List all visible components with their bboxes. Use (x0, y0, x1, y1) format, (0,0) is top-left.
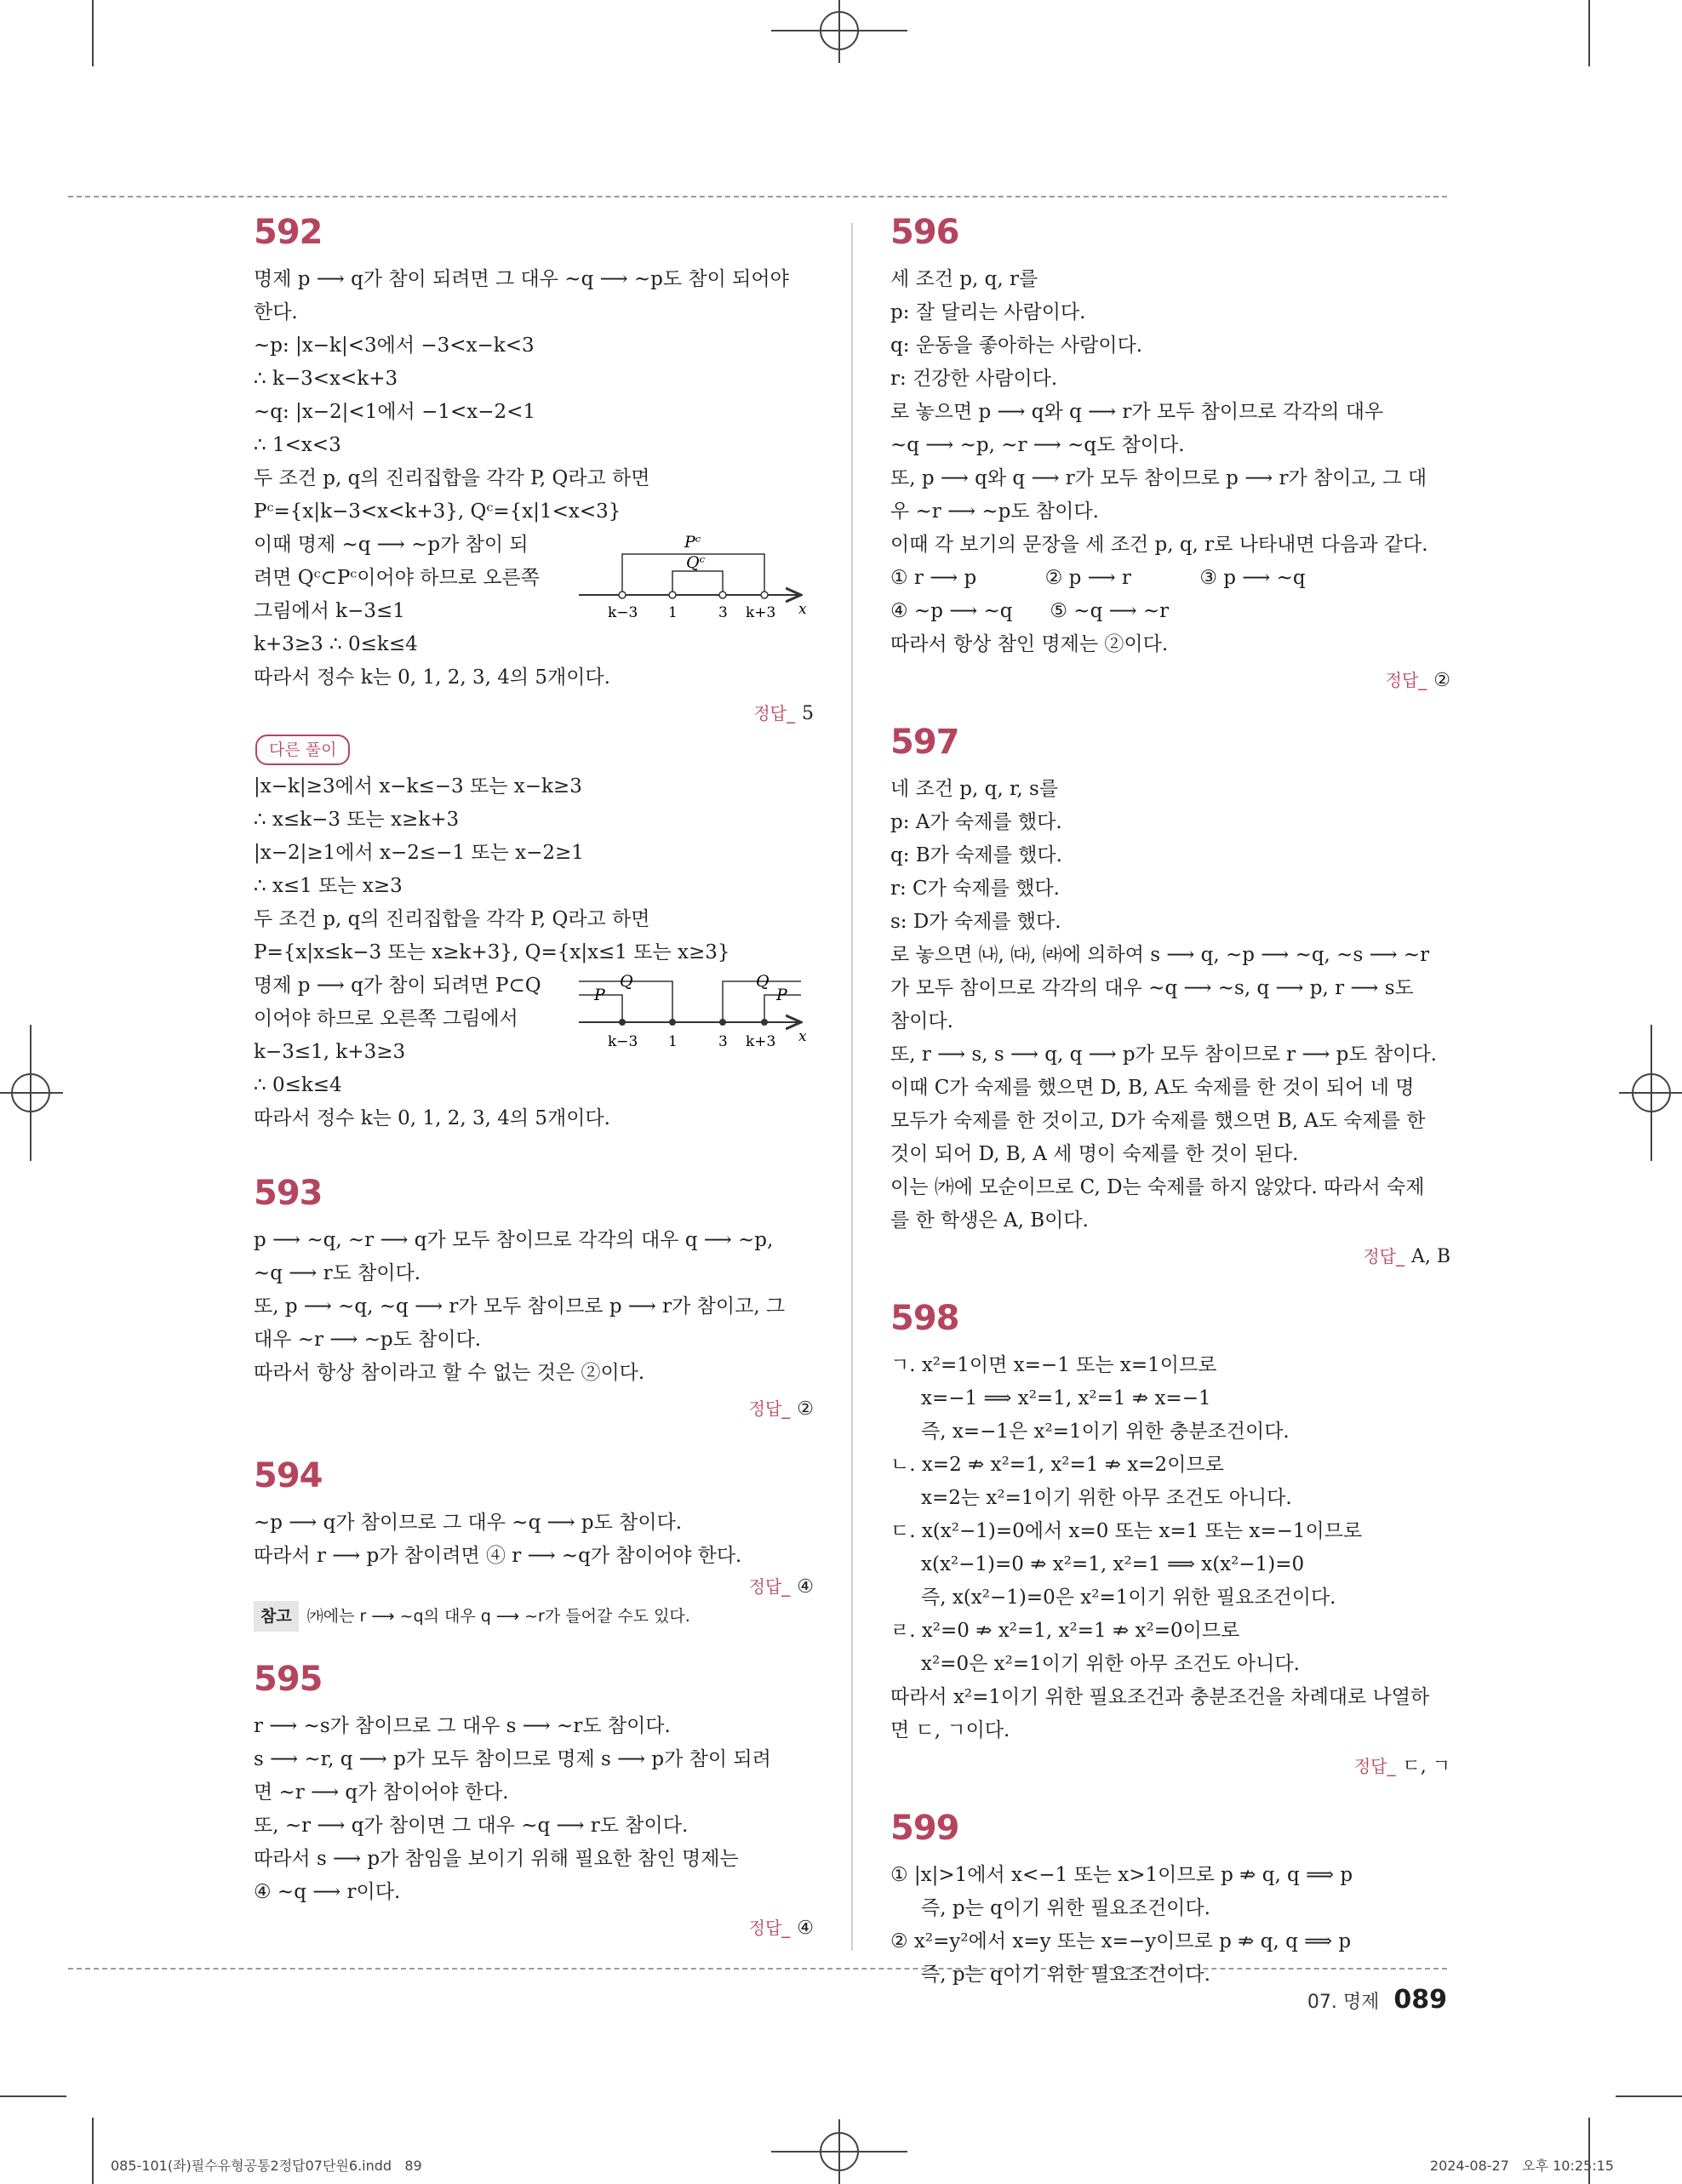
text-line: 이때 각 보기의 문장을 세 조건 p, q, r로 나타내면 다음과 같다. (890, 534, 1428, 556)
answer-value: 5 (802, 703, 814, 724)
text-line: 따라서 s ⟶ p가 참임을 보이기 위해 필요한 참인 명제는 (254, 1848, 739, 1870)
problem-593 (254, 1169, 814, 1428)
problem-598 (890, 1295, 1450, 1786)
text-line: 명제 p ⟶ q가 참이 되려면 그 대우 ~q ⟶ ~p도 참이 되어야 (254, 268, 789, 290)
print-timestamp: 2024-08-27 오후 10:25:15 (1429, 2158, 1614, 2174)
problem-number: 596 (890, 213, 959, 252)
text-line: 따라서 항상 참인 명제는 ②이다. (890, 633, 1169, 655)
problem-number: 593 (254, 1174, 323, 1213)
column-divider (851, 223, 853, 1951)
text-line: ㄴ. x=2 ⇏ x²=1, x²=1 ⇏ x=2이므로 (890, 1454, 1224, 1476)
crop-mark (1616, 2095, 1682, 2097)
text-line: ① r ⟶ p ② p ⟶ r ③ p ⟶ ~q (890, 567, 1306, 589)
number-line-figure (575, 969, 814, 1069)
text-line: 이때 C가 숙제를 했으면 D, B, A도 숙제를 한 것이 되어 네 명 (890, 1077, 1415, 1099)
text-line: x=2는 x²=1이기 위한 아무 조건도 아니다. (921, 1487, 1292, 1509)
set-label: P (776, 986, 787, 1004)
page-footer (1307, 1983, 1447, 2020)
text-line: x(x²−1)=0 ⇏ x²=1, x²=1 ⟹ x(x²−1)=0 (921, 1553, 1305, 1575)
text-line: 따라서 항상 참이라고 할 수 없는 것은 ②이다. (254, 1362, 645, 1384)
text-line: 로 놓으면 p ⟶ q와 q ⟶ r가 모두 참이므로 각각의 대우 (890, 401, 1384, 423)
crop-mark (92, 0, 94, 66)
alternative-solution-592 (254, 733, 814, 1135)
text-line: 그림에서 k−3≤1 (254, 600, 405, 622)
text-line: 즉, p는 q이기 위한 필요조건이다. (921, 1964, 1210, 1986)
text-with-figure (254, 969, 814, 1069)
answer-value: ② (1433, 670, 1450, 691)
number-line-figure (575, 529, 814, 628)
problem-number: 599 (890, 1809, 959, 1848)
tick-label: 3 (718, 604, 728, 621)
answer (254, 1909, 814, 1947)
text-line: ~p: |x−k|<3에서 −3<x−k<3 (254, 334, 535, 357)
text-line: ∴ 1<x<3 (254, 434, 341, 456)
text-line: 즉, p는 q이기 위한 필요조건이다. (921, 1897, 1210, 1919)
set-label: P (594, 986, 605, 1004)
text-line: ∴ 0≤k≤4 (254, 1074, 342, 1096)
text-line: 세 조건 p, q, r를 (890, 268, 1038, 290)
text-line: r ⟶ ~s가 참이므로 그 대우 s ⟶ ~r도 참이다. (254, 1715, 671, 1737)
text-line: ~q: |x−2|<1에서 −1<x−2<1 (254, 401, 536, 423)
answer-label: 정답_ (748, 1398, 791, 1419)
text-line: 따라서 정수 k는 0, 1, 2, 3, 4의 5개이다. (254, 666, 610, 689)
text-line: 또, r ⟶ s, s ⟶ q, q ⟶ p가 모두 참이므로 r ⟶ p도 참이다. (890, 1043, 1437, 1066)
answer-value: A, B (1410, 1246, 1450, 1267)
tick-label: k−3 (608, 604, 638, 621)
text-line: ∴ k−3<x<k+3 (254, 368, 398, 390)
text-line: ~p ⟶ q가 참이므로 그 대우 ~q ⟶ p도 참이다. (254, 1512, 683, 1534)
problem-599 (890, 1804, 1450, 1992)
text-line: 가 모두 참이므로 각각의 대우 ~q ⟶ ~s, q ⟶ p, r ⟶ s도 (890, 977, 1414, 999)
text-line: 려면 Qᶜ⊂Pᶜ이어야 하므로 오른쪽 (254, 567, 540, 589)
answer-label: 정답_ (748, 1918, 791, 1938)
answer (254, 1573, 814, 1601)
text-line: 즉, x(x²−1)=0은 x²=1이기 위한 필요조건이다. (921, 1587, 1336, 1609)
text-line: ∴ x≤k−3 또는 x≥k+3 (254, 809, 460, 831)
answer-value: ④ (797, 1918, 814, 1939)
set-label: Qᶜ (686, 553, 706, 572)
tick-label: 1 (668, 1033, 678, 1050)
text-line: ④ ~p ⟶ ~q ⑤ ~q ⟶ ~r (890, 600, 1170, 622)
set-label: Pᶜ (684, 533, 701, 552)
answer-label: 정답_ (753, 703, 795, 723)
text-line: 모두가 숙제를 한 것이고, D가 숙제를 했으면 B, A도 숙제를 한 (890, 1110, 1426, 1132)
answer-label: 정답_ (748, 1576, 791, 1597)
text-line: 이어야 하므로 오른쪽 그림에서 (254, 1008, 518, 1030)
answer-label: 정답_ (1353, 1756, 1396, 1776)
text-line: 네 조건 p, q, r, s를 (890, 778, 1059, 800)
text-with-figure (254, 529, 814, 628)
text-line: k−3≤1, k+3≥3 (254, 1041, 406, 1063)
registration-mark-bottom (771, 2119, 907, 2184)
print-file-name: 085-101(좌)필수유형공통2정답07단원6.indd 89 (111, 2158, 422, 2174)
text-line: Pᶜ={x|k−3<x<k+3}, Qᶜ={x|1<x<3} (254, 500, 621, 523)
set-label: Q (620, 972, 633, 991)
registration-mark-left (0, 1025, 63, 1161)
tick-label: k+3 (746, 604, 776, 621)
text-line: 우 ~r ⟶ ~p도 참이다. (890, 500, 1099, 523)
tick-label: 1 (668, 604, 678, 621)
registration-mark-right (1619, 1025, 1682, 1161)
text-line: 두 조건 p, q의 진리집합을 각각 P, Q라고 하면 (254, 908, 650, 930)
text-line: ~q ⟶ r도 참이다. (254, 1262, 421, 1284)
set-label: Q (756, 972, 769, 991)
text-line: p ⟶ ~q, ~r ⟶ q가 모두 참이므로 각각의 대우 q ⟶ ~p, (254, 1229, 774, 1251)
text-line: x²=0은 x²=1이기 위한 아무 조건도 아니다. (921, 1653, 1300, 1675)
answer-value: ㄷ, ㄱ (1402, 1756, 1450, 1777)
left-column (254, 209, 814, 1947)
text-line: P={x|x≤k−3 또는 x≥k+3}, Q={x|x≤1 또는 x≥3} (254, 941, 730, 963)
problem-594 (254, 1452, 814, 1632)
text-line: 또, p ⟶ ~q, ~q ⟶ r가 모두 참이므로 p ⟶ r가 참이고, 그 (254, 1295, 786, 1318)
problem-number: 598 (890, 1299, 959, 1338)
text-line: 면 ㄷ, ㄱ이다. (890, 1719, 1010, 1741)
text-line: 이는 ㈎에 모순이므로 C, D는 숙제를 하지 않았다. 따라서 숙제 (890, 1176, 1425, 1198)
tick-label: x (798, 601, 807, 618)
text-line: s ⟶ ~r, q ⟶ p가 모두 참이므로 명제 s ⟶ p가 참이 되려 (254, 1748, 771, 1770)
text-line: ㄷ. x(x²−1)=0에서 x=0 또는 x=1 또는 x=−1이므로 (890, 1520, 1363, 1542)
reference-note (254, 1601, 814, 1632)
text-line: ① |x|>1에서 x<−1 또는 x>1이므로 p ⇏ q, q ⟹ p (890, 1864, 1353, 1886)
text-line: s: D가 숙제를 했다. (890, 911, 1061, 933)
text-line: 로 놓으면 ㈏, ㈐, ㈑에 의하여 s ⟶ q, ~p ⟶ ~q, ~s ⟶ ~r (890, 944, 1430, 966)
text-line: 면 ~r ⟶ q가 참이어야 한다. (254, 1781, 509, 1804)
text-line: p: 잘 달리는 사람이다. (890, 301, 1086, 323)
crop-mark (92, 2118, 94, 2184)
text-line: ㄹ. x²=0 ⇏ x²=1, x²=1 ⇏ x²=0이므로 (890, 1620, 1240, 1642)
text-line: q: B가 숙제를 했다. (890, 844, 1062, 866)
text-line: 를 한 학생은 A, B이다. (890, 1209, 1089, 1232)
answer (890, 1747, 1450, 1786)
answer-label: 정답_ (1385, 670, 1427, 690)
text-line: 대우 ~r ⟶ ~p도 참이다. (254, 1329, 482, 1351)
text-line: 따라서 x²=1이기 위한 필요조건과 충분조건을 차례대로 나열하 (890, 1686, 1430, 1708)
tick-label: x (798, 1028, 807, 1045)
text-line: 따라서 정수 k는 0, 1, 2, 3, 4의 5개이다. (254, 1107, 610, 1129)
text-line: 두 조건 p, q의 진리집합을 각각 P, Q라고 하면 (254, 467, 650, 489)
problem-595 (254, 1655, 814, 1947)
answer (890, 1238, 1450, 1276)
tick-label: k−3 (608, 1033, 638, 1050)
note-text: ㈎에는 r ⟶ ~q의 대우 q ⟶ ~r가 들어갈 수도 있다. (306, 1607, 690, 1626)
crop-mark (0, 2095, 66, 2097)
text-line: q: 운동을 좋아하는 사람이다. (890, 334, 1143, 357)
answer (254, 695, 814, 733)
text-line: x=−1 ⟹ x²=1, x²=1 ⇏ x=−1 (921, 1387, 1211, 1409)
text-line: 또, p ⟶ q와 q ⟶ r가 모두 참이므로 p ⟶ r가 참이고, 그 대 (890, 467, 1427, 489)
problem-number: 592 (254, 213, 323, 252)
tick-label: 3 (718, 1033, 728, 1050)
text-line: r: 건강한 사람이다. (890, 368, 1058, 390)
alt-solution-badge: 다른 풀이 (255, 735, 350, 765)
problem-number: 594 (254, 1456, 323, 1495)
text-line: r: C가 숙제를 했다. (890, 878, 1060, 900)
text-line: ㄱ. x²=1이면 x=−1 또는 x=1이므로 (890, 1354, 1217, 1376)
text-line: 것이 되어 D, B, A 세 명이 숙제를 한 것이 된다. (890, 1143, 1299, 1165)
text-line: 한다. (254, 301, 298, 323)
answer (890, 661, 1450, 700)
problem-number: 595 (254, 1660, 323, 1699)
page-number: 089 (1393, 1985, 1447, 2015)
text-line: p: A가 숙제를 했다. (890, 811, 1062, 833)
text-line: |x−2|≥1에서 x−2≤−1 또는 x−2≥1 (254, 842, 584, 864)
text-line: 참이다. (890, 1010, 953, 1032)
text-line: k+3≥3 ∴ 0≤k≤4 (254, 633, 418, 655)
problem-597 (890, 718, 1450, 1276)
text-line: ∴ x≤1 또는 x≥3 (254, 875, 403, 897)
right-column (890, 209, 1450, 1992)
answer-value: ④ (797, 1576, 814, 1598)
note-tag: 참고 (254, 1601, 299, 1632)
text-line: 또, ~r ⟶ q가 참이면 그 대우 ~q ⟶ r도 참이다. (254, 1815, 689, 1837)
text-line: ② x²=y²에서 x=y 또는 x=−y이므로 p ⇏ q, q ⟹ p (890, 1930, 1352, 1952)
text-line: 명제 p ⟶ q가 참이 되려면 P⊂Q (254, 975, 541, 997)
registration-mark-top (771, 0, 907, 63)
text-line: 즉, x=−1은 x²=1이기 위한 충분조건이다. (921, 1421, 1290, 1443)
answer (254, 1390, 814, 1428)
text-line: 따라서 r ⟶ p가 참이려면 ④ r ⟶ ~q가 참이어야 한다. (254, 1545, 742, 1567)
answer-label: 정답_ (1363, 1246, 1405, 1266)
text-line: 이때 명제 ~q ⟶ ~p가 참이 되 (254, 534, 529, 556)
problem-number: 597 (890, 723, 959, 762)
crop-mark (1588, 0, 1590, 66)
answer-value: ② (797, 1398, 814, 1420)
text-line: ~q ⟶ ~p, ~r ⟶ ~q도 참이다. (890, 434, 1185, 456)
problem-592 (254, 209, 814, 733)
chapter-label: 07. 명제 (1307, 1992, 1380, 2013)
text-line: ④ ~q ⟶ r이다. (254, 1881, 401, 1903)
top-dashed-rule (68, 196, 1447, 197)
tick-label: k+3 (746, 1033, 776, 1050)
problem-596 (890, 209, 1450, 700)
text-line: |x−k|≥3에서 x−k≤−3 또는 x−k≥3 (254, 775, 582, 798)
